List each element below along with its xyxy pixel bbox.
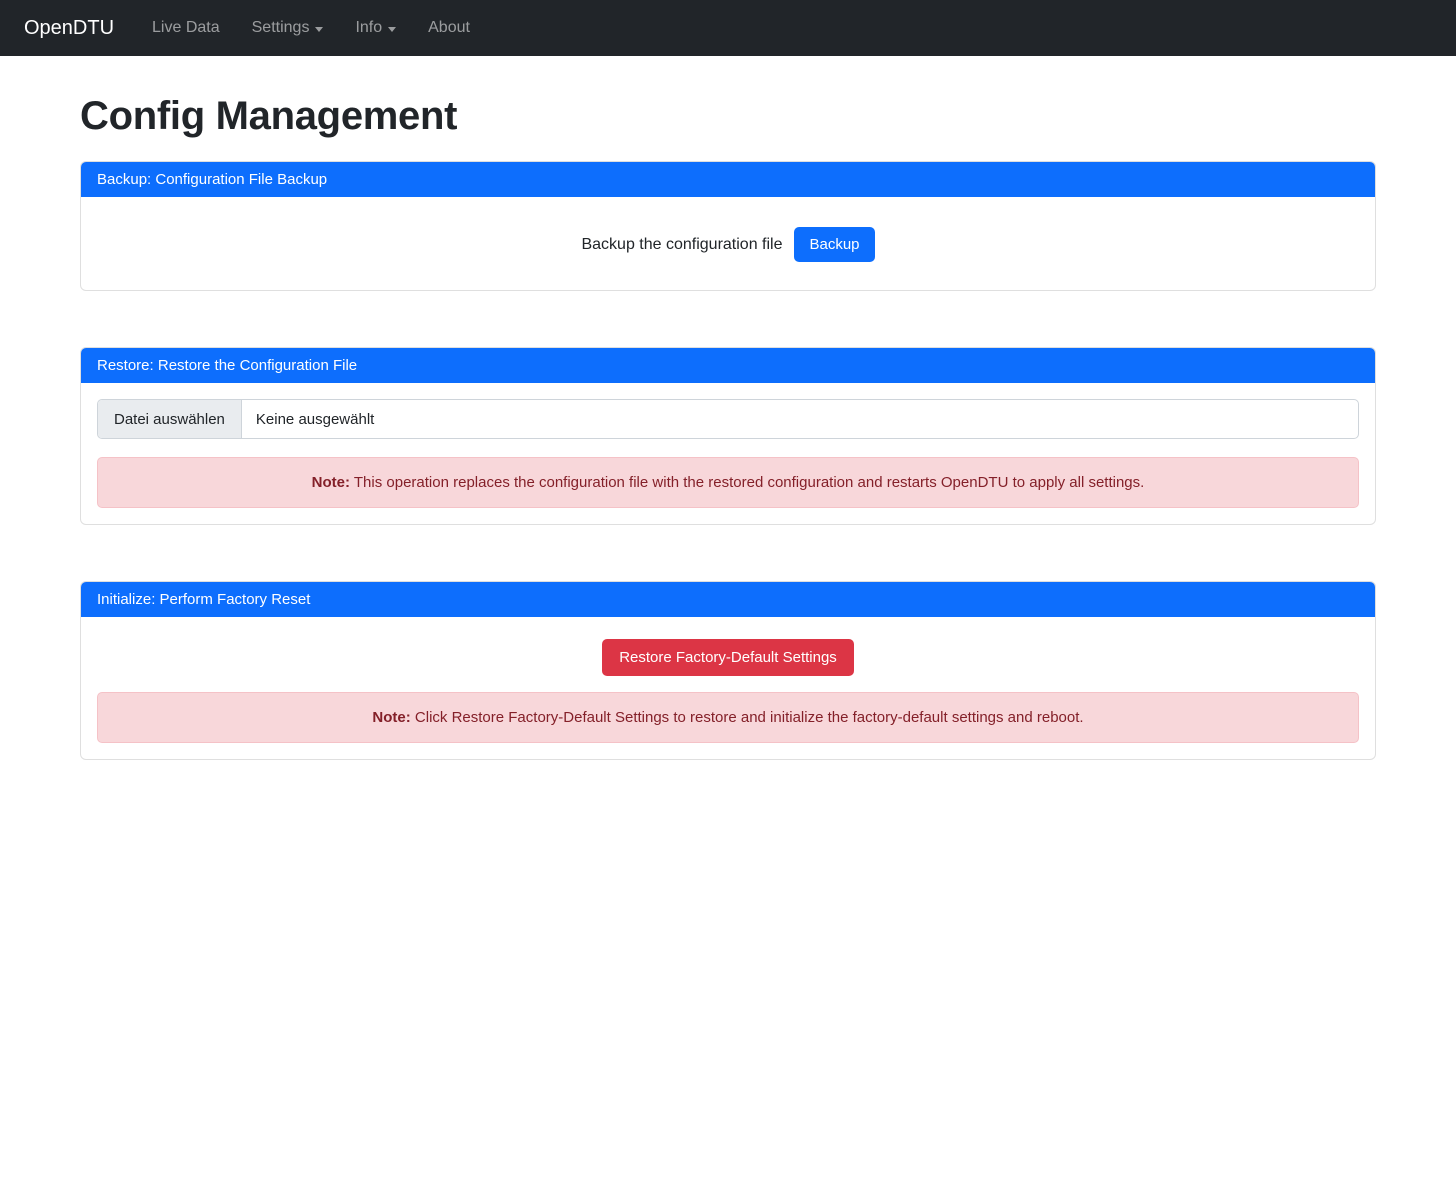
nav-item-settings-label: Settings — [251, 19, 310, 36]
nav-item-live-data[interactable] — [136, 11, 236, 45]
restore-note-label: Note: — [311, 474, 350, 491]
nav-item-info-label: Info — [355, 19, 383, 36]
initialize-card-header: Initialize: Perform Factory Reset — [81, 582, 1375, 617]
backup-description: Backup the configuration file — [581, 235, 783, 253]
restore-note-alert — [97, 457, 1359, 508]
backup-card-body — [81, 197, 1375, 290]
selected-file-name: Keine ausgewählt — [255, 410, 375, 428]
nav-links — [136, 11, 486, 45]
initialize-note-text: Click Restore Factory-Default Settings to restore and initialize the factory-default settings and reboot. — [410, 709, 1084, 726]
backup-card — [80, 161, 1376, 291]
initialize-card-body — [81, 617, 1375, 759]
chevron-down-icon — [315, 27, 323, 32]
top-navbar — [0, 0, 1456, 56]
nav-item-about-label: About — [428, 19, 470, 36]
nav-item-about[interactable] — [412, 11, 486, 45]
restore-card — [80, 347, 1376, 525]
page-title: Config Management — [80, 94, 458, 138]
restore-file-input[interactable] — [97, 399, 1359, 439]
backup-row — [97, 213, 1359, 274]
page-content — [0, 94, 1456, 760]
initialize-card — [80, 581, 1376, 760]
restore-card-header: Restore: Restore the Configuration File — [81, 348, 1375, 383]
nav-item-live-data-label: Live Data — [152, 19, 220, 36]
chevron-down-icon — [388, 27, 396, 32]
restore-factory-default-button[interactable]: Restore Factory-Default Settings — [602, 639, 854, 676]
nav-item-settings[interactable] — [236, 11, 340, 45]
backup-button[interactable]: Backup — [794, 227, 874, 262]
brand-logo[interactable]: OpenDTU — [24, 16, 115, 39]
initialize-note-alert — [97, 692, 1359, 743]
initialize-note-label: Note: — [372, 709, 411, 726]
backup-card-header: Backup: Configuration File Backup — [81, 162, 1375, 197]
choose-file-button[interactable]: Datei auswählen — [98, 400, 242, 438]
restore-card-body — [81, 383, 1375, 524]
nav-item-info[interactable] — [339, 11, 412, 45]
restore-note-text: This operation replaces the configuration file with the restored configuration and restarts OpenDTU to apply all settings. — [350, 474, 1145, 491]
factory-reset-row — [97, 633, 1359, 692]
